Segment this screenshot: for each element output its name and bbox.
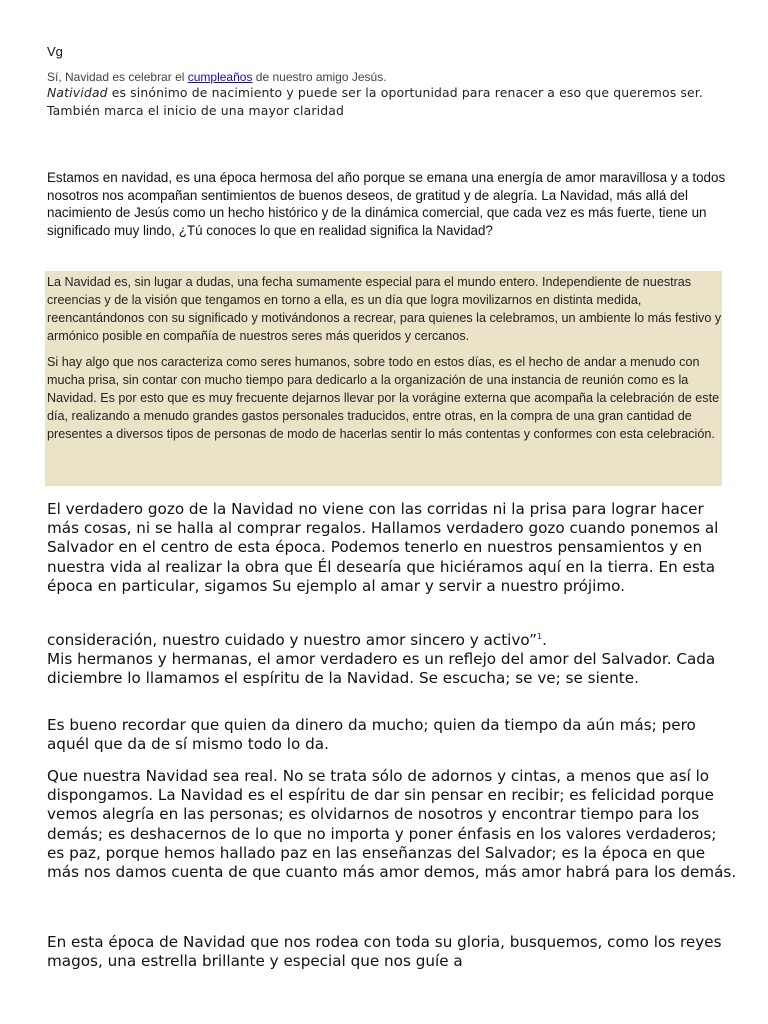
body-text-3: Mis hermanos y hermanas, el amor verdadero es un reflejo del amor del Salvador. Cada diciembre lo llamamos el espíritu de la Navidad. Se escucha; se ve; se siente. bbox=[47, 650, 716, 688]
body-text-2 bbox=[47, 627, 737, 650]
cumpleanos-link[interactable]: cumpleaños bbox=[187, 70, 253, 84]
body-paragraph-2 bbox=[47, 627, 737, 689]
body-paragraph-1 bbox=[47, 500, 737, 596]
body-text-5: Que nuestra Navidad sea real. No se trata sólo de adornos y cintas, a menos que así lo dispongamos. La Navidad es el espíritu de dar sin pensar en recibir; es felicidad porque vemos alegría en las personas; es olvidarnos de nosotros y encontrar tiempo para los demás; es deshacernos de lo que no importa y poner énfasis en los valores verdaderos; es paz, porque hemos hallado paz en las enseñanzas del Salvador; es la época en que más nos damos cuenta de que cuanto más amor demos, más amor habrá para los demás. bbox=[47, 767, 737, 882]
body-paragraph-5 bbox=[47, 767, 737, 882]
quote-paragraph-1: La Navidad es, sin lugar a dudas, una fecha sumamente especial para el mundo entero. Independiente de nuestras creencias y de la visión que tengamos en torno a ella, es un día que logra movilizarnos en distinta medida, reencantándonos con su significado y motivándonos a recrear, para quienes la celebramos, un ambiente lo más festivo y armónico posible en compañía de nuestros seres más queridos y cercanos. bbox=[47, 275, 722, 343]
footnote-reference[interactable]: 1 bbox=[536, 632, 543, 641]
highlighted-quote-block bbox=[45, 271, 722, 486]
intro-line bbox=[47, 70, 387, 84]
body-paragraph-6 bbox=[47, 933, 737, 971]
body-text-2-line: consideración, nuestro cuidado y nuestro amor sincero y activo” bbox=[47, 631, 537, 650]
intro-line-text-after: de nuestro amigo Jesús. bbox=[252, 70, 387, 84]
body-text-6: En esta época de Navidad que nos rodea con toda su gloria, busquemos, como los reyes magos, una estrella brillante y especial que nos guíe a bbox=[47, 933, 722, 971]
document-label: Vg bbox=[47, 44, 63, 59]
intro-paragraph: Estamos en navidad, es una época hermosa del año porque se emana una energía de amor maravillosa y a todos nosotros nos acompañan sentimientos de buenos deseos, de gratitud y de alegría. La Navidad, más allá del nacimiento de Jesús como un hecho histórico y de la dinámica comercial, que cada vez es más fuerte, tiene un significado muy lindo, ¿Tú conoces lo que en realidad significa la Navidad? bbox=[47, 170, 726, 238]
quote-paragraph-2: Si hay algo que nos caracteriza como seres humanos, sobre todo en estos días, es el hecho de andar a menudo con mucha prisa, sin contar con mucho tiempo para dedicarlo a la organización de una instancia de reunión como es la Navidad. Es por esto que es muy frecuente dejarnos llevar por la vorágine externa que acompaña la celebración de este día, realizando a menudo grandes gastos personales traducidos, entre otras, en la compra de una gran cantidad de presentes a diversos tipos de personas de modo de hacerlas sentir lo más contentas y conformes con esta celebración. bbox=[47, 355, 720, 441]
body-text-2-end: . bbox=[542, 631, 547, 650]
body-paragraph-4 bbox=[47, 716, 737, 754]
natividad-word: Natividad bbox=[47, 85, 108, 100]
natividad-paragraph bbox=[47, 84, 727, 120]
body-text-4: Es bueno recordar que quien da dinero da mucho; quien da tiempo da aún más; pero aquél que da de sí mismo todo lo da. bbox=[47, 716, 696, 754]
intro-line-text-before: Sí, Navidad es celebrar el bbox=[47, 70, 188, 84]
body-text-1: El verdadero gozo de la Navidad no viene con las corridas ni la prisa para lograr hacer más cosas, ni se halla al comprar regalos. Hallamos verdadero gozo cuando ponemos al Salvador en el centro de esta época. Podemos tenerlo en nuestros pensamientos y en nuestra vida al realizar la obra que Él desearía que hiciéramos aquí en la tierra. En esta época en particular, sigamos Su ejemplo al amar y servir a nuestro prójimo. bbox=[47, 500, 719, 595]
natividad-rest: es sinónimo de nacimiento y puede ser la oportunidad para renacer a eso que queremos ser. También marca el inicio de una mayor claridad bbox=[47, 85, 703, 118]
